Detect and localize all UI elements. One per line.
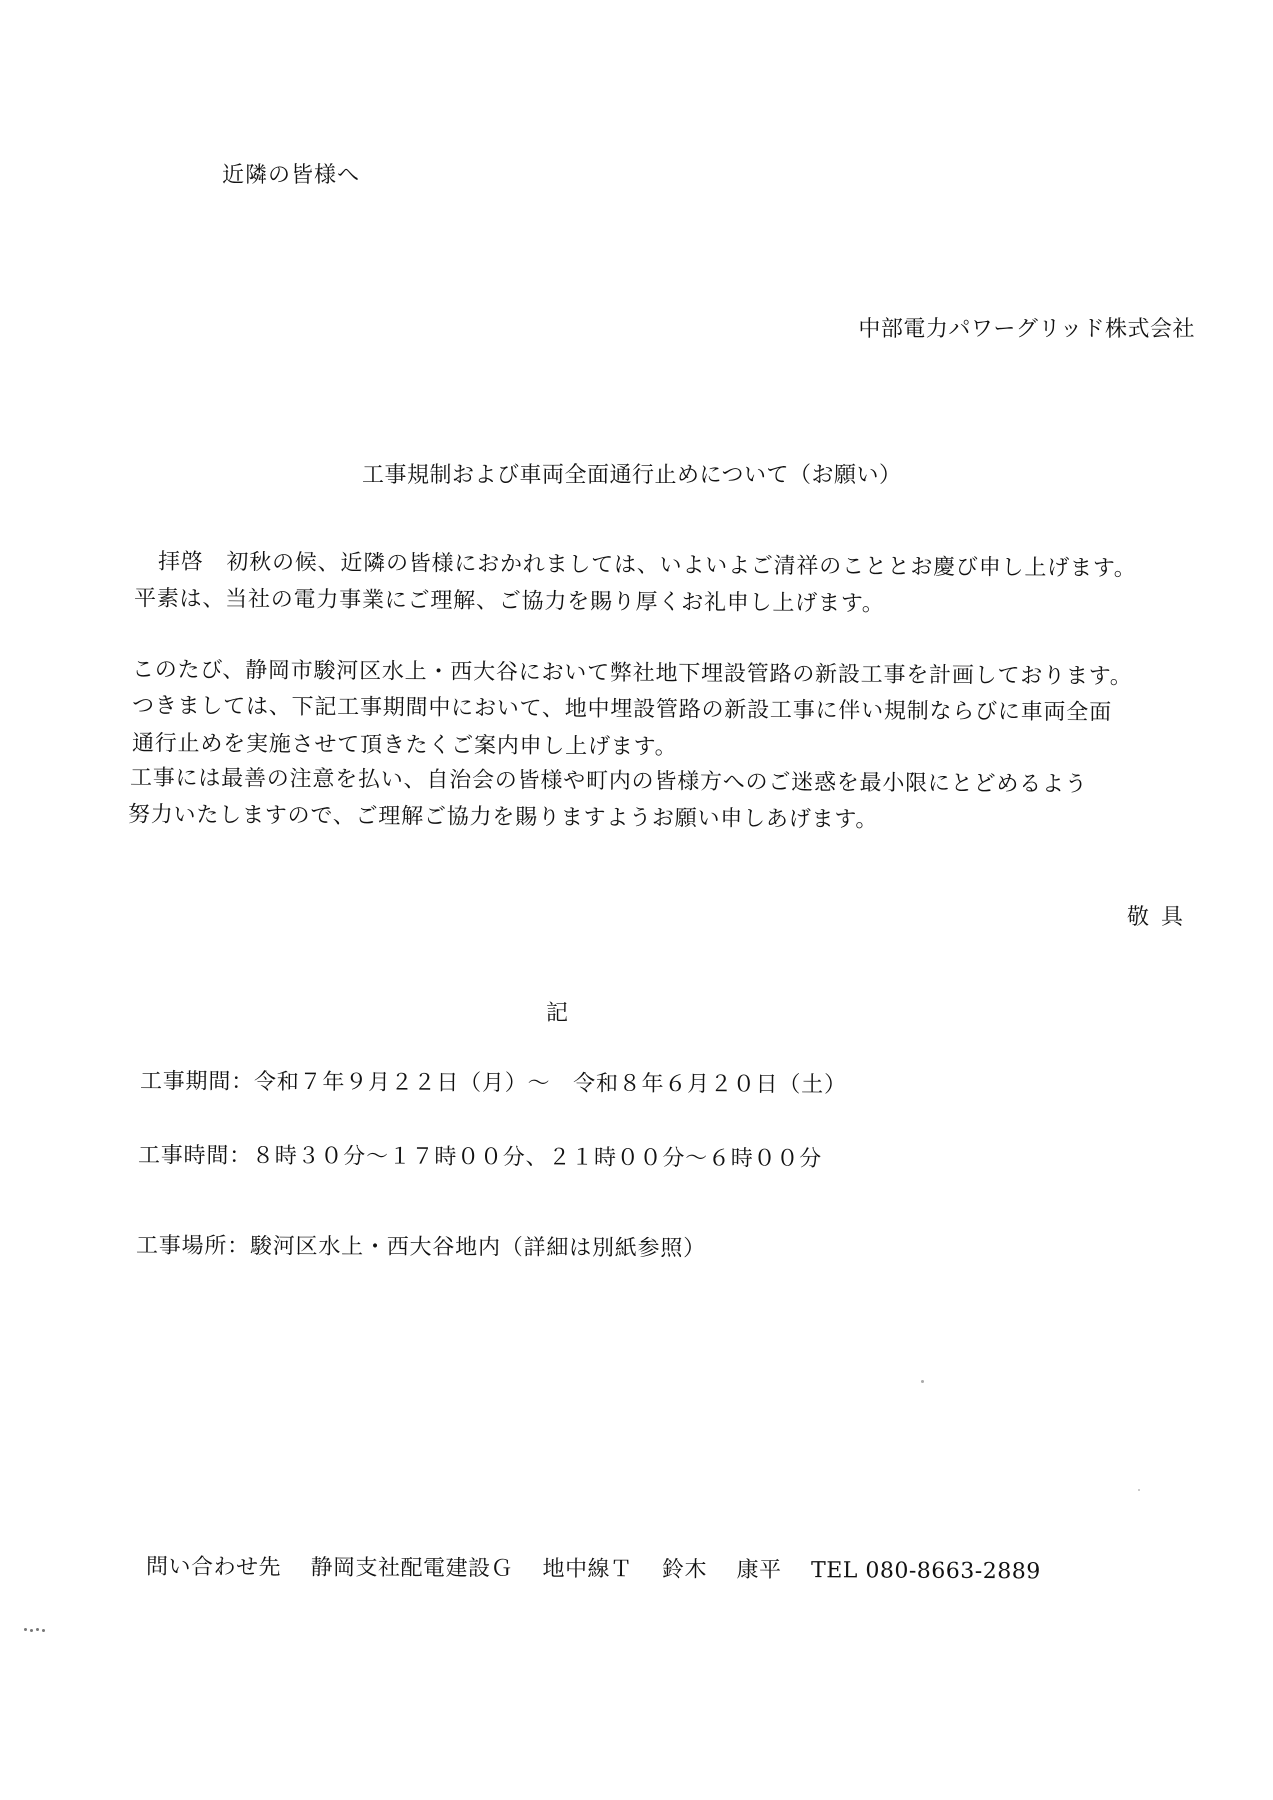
construction-period: 工事期間：令和７年９月２２日（月）～ 令和８年６月２０日（土） [139, 1069, 847, 1098]
body-line: このたび、静岡市駿河区水上・西大谷において弊社地下埋設管路の新設工事を計画しております。 [131, 657, 1133, 690]
body-line: つきましては、下記工事期間中において、地中埋設管路の新設工事に伴い規制ならびに車両全面 [131, 693, 1113, 726]
contact-label: 問い合わせ先 [145, 1554, 282, 1581]
contact-department: 静岡支社配電建設Ｇ [310, 1555, 514, 1582]
body-line: 工事には最善の注意を払い、自治会の皆様や町内の皆様方へのご迷惑を最小限にとどめるよう [129, 765, 1088, 798]
body-line: 拝啓 初秋の候、近隣の皆様におかれましては、いよいよご清祥のこととお慶び申し上げます。 [157, 549, 1137, 582]
closing-phrase: 敬具 [1126, 905, 1195, 930]
scan-speck [921, 1380, 924, 1383]
scan-speck [36, 1628, 39, 1631]
construction-location: 工事場所：駿河区水上・西大谷地内（詳細は別紙参照） [135, 1233, 707, 1262]
contact-team: 地中線Ｔ [542, 1556, 633, 1583]
body-line: 通行止めを実施させて頂きたくご案内申し上げます。 [131, 731, 678, 760]
contact-surname: 鈴木 [661, 1557, 708, 1583]
construction-hours: 工事時間：８時３０分～１７時００分、２１時００分～６時００分 [137, 1143, 823, 1172]
contact-phone: TEL 080-8663-2889 [810, 1558, 1041, 1585]
scan-speck [30, 1629, 33, 1632]
addressee: 近隣の皆様へ [222, 163, 361, 188]
letter-title: 工事規制および車両全面通行止めについて（お願い） [362, 463, 902, 488]
body-line: 平素は、当社の電力事業にご理解、ご協力を賜り厚くお礼申し上げます。 [133, 586, 885, 617]
sender-company: 中部電力パワーグリッド株式会社 [858, 317, 1195, 342]
body-line: 努力いたしますので、ご理解ご協力を賜りますようお願い申しあげます。 [127, 802, 879, 833]
scan-speck [1138, 1489, 1140, 1491]
scan-speck [42, 1629, 45, 1632]
ki-heading: 記 [546, 1001, 569, 1026]
contact-given-name: 康平 [736, 1557, 782, 1583]
scan-speck [24, 1628, 27, 1631]
contact-line [146, 1550, 1041, 1586]
